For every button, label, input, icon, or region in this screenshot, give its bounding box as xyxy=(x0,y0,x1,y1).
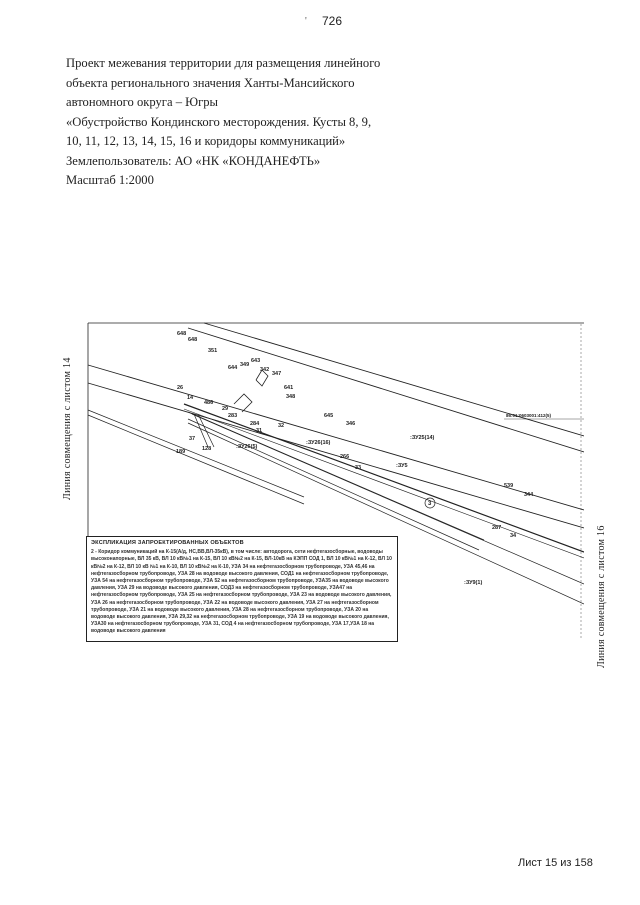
corridor-line xyxy=(88,415,304,504)
point-label: 645 xyxy=(324,413,334,419)
page-number: 726 xyxy=(322,14,343,28)
header-line: Проект межевания территории для размещения линейного xyxy=(66,56,381,70)
point-label: 14 xyxy=(187,395,194,401)
scan-mark: ' xyxy=(305,16,307,27)
point-label: 26 xyxy=(177,385,184,391)
road-line xyxy=(88,383,584,528)
point-label: 37 xyxy=(189,436,196,442)
header-line: 10, 11, 12, 13, 14, 15, 16 и коридоры коммуникаций» xyxy=(66,134,346,148)
header-line: Землепользователь: АО «НК «КОНДАНЕФТЬ» xyxy=(66,153,321,168)
point-label: 34 xyxy=(510,533,517,539)
legend-body: 2 - Коридор коммуникаций на К-15(А/д, НС,ВВ,ВЛ-35кВ), в том числе: автодорога, сети нефтегазосборные, водоводы высоконапорные, ВЛ 35 кВ, ВЛ 10 кВ№1 на К-15, ВЛ 10 кВ№2 на К-15, ВЛ-10кВ на КЭПП СОД 1, ВЛ 10 кВ№1 на К-12, ВЛ 10 кВ№2 на К-12, ВЛ 10 кВ №1 на К-10, ВЛ 10 кВ№2 на К-10, УЗА 34 на нефтегазосборном трубопроводе, УЗА 45,46 на нефтегазосборном трубопроводе, УЗА 28 на водоводе высокого давления, СОД1 на нефтегазосборном трубопроводе, УЗА 54 на нефтегазосборном трубопроводе, УЗА 52 на нефтегазосборном трубопроводе, УЗА35 на водоводе высокого давления, УЗА 29 на водоводе высокого давления, СОД3 на нефтегазосборном трубопроводе, УЗА47 на нефтегазосборном трубопроводе, УЗА 25 на нефтегазосборном трубопроводе, УЗА 23 на водоводе высокого давления, УЗА 26 на нефтегазосборном трубопроводе, УЗА 22 на водоводе высокого давления, УЗА 27 на нефтегазосборном трубопроводе, УЗА 21 на водоводе высокого давления, УЗА 28 на нефтегазосборном трубопроводе, УЗА 20 на водоводе высокого давления, УЗА 29,32 на нефтегазосборном трубопроводе, УЗА 19 на водоводе высокого давления, УЗА30 на нефтегазосборном трубопроводе, УЗА 31, СОД 4 на нефтегазосборном трубопроводе, УЗА 17,УЗА 18 на водоводе высокого давления xyxy=(91,549,392,635)
point-label: 283 xyxy=(228,413,238,419)
point-label: 648 xyxy=(177,331,187,337)
header-line: автономного округа – Югры xyxy=(66,95,219,109)
header-line: «Обустройство Кондинского месторождения. Кусты 8, 9, xyxy=(66,114,372,129)
point-label: 287 xyxy=(492,525,502,531)
cadastral-number: 86:01:0603001:412(5) xyxy=(506,413,552,418)
point-label: 349 xyxy=(240,362,250,368)
boundary-line xyxy=(188,328,584,452)
parcel-label: :ЗУ26(16) xyxy=(306,440,331,446)
corridor-line xyxy=(88,410,304,497)
point-label: 348 xyxy=(286,394,296,400)
crossing-outline xyxy=(234,394,252,412)
legend-box xyxy=(86,536,398,642)
point-label: 346 xyxy=(346,421,356,427)
header-line: Масштаб 1:2000 xyxy=(66,173,154,187)
point-label: 641 xyxy=(284,385,294,391)
sheet-counter: Лист 15 из 158 xyxy=(518,857,593,869)
parcel-label: :ЗУ25(14) xyxy=(410,435,435,441)
point-label: 648 xyxy=(188,337,198,343)
point-label: 342 xyxy=(260,367,270,373)
point-label: 284 xyxy=(250,421,260,427)
point-label: 347 xyxy=(272,371,282,377)
pipeline-line xyxy=(184,404,584,552)
match-line-left-label: Линия совмещения с листом 14 xyxy=(62,357,73,500)
point-label: 351 xyxy=(208,348,218,354)
legend-title: ЭКСПЛИКАЦИЯ ЗАПРОЕКТИРОВАННЫХ ОБЪЕКТОВ xyxy=(91,540,244,546)
point-label: 33 xyxy=(355,465,362,471)
point-label: 644 xyxy=(228,365,238,371)
header-line: объекта регионального значения Ханты-Мансийского xyxy=(66,75,355,90)
zone-marker-label: 3 xyxy=(428,501,432,507)
point-label: 266 xyxy=(340,454,350,460)
point-label: 31 xyxy=(256,428,263,434)
point-label: 29 xyxy=(222,406,229,412)
parcel-label: :ЗУ9(1) xyxy=(464,580,483,586)
point-label: 643 xyxy=(251,358,261,364)
point-label: 32 xyxy=(278,423,285,429)
point-label: 344 xyxy=(524,492,534,498)
point-label: 486 xyxy=(204,400,214,406)
point-label: 189 xyxy=(176,449,186,455)
parcel-label: :ЗУ5 xyxy=(396,463,408,469)
document-header xyxy=(66,54,386,191)
point-label: 539 xyxy=(504,483,514,489)
match-line-right-label: Линия совмещения с листом 16 xyxy=(596,525,607,668)
parcel-label: :ЗУ26(5) xyxy=(236,444,258,450)
point-label: 128 xyxy=(202,446,212,452)
